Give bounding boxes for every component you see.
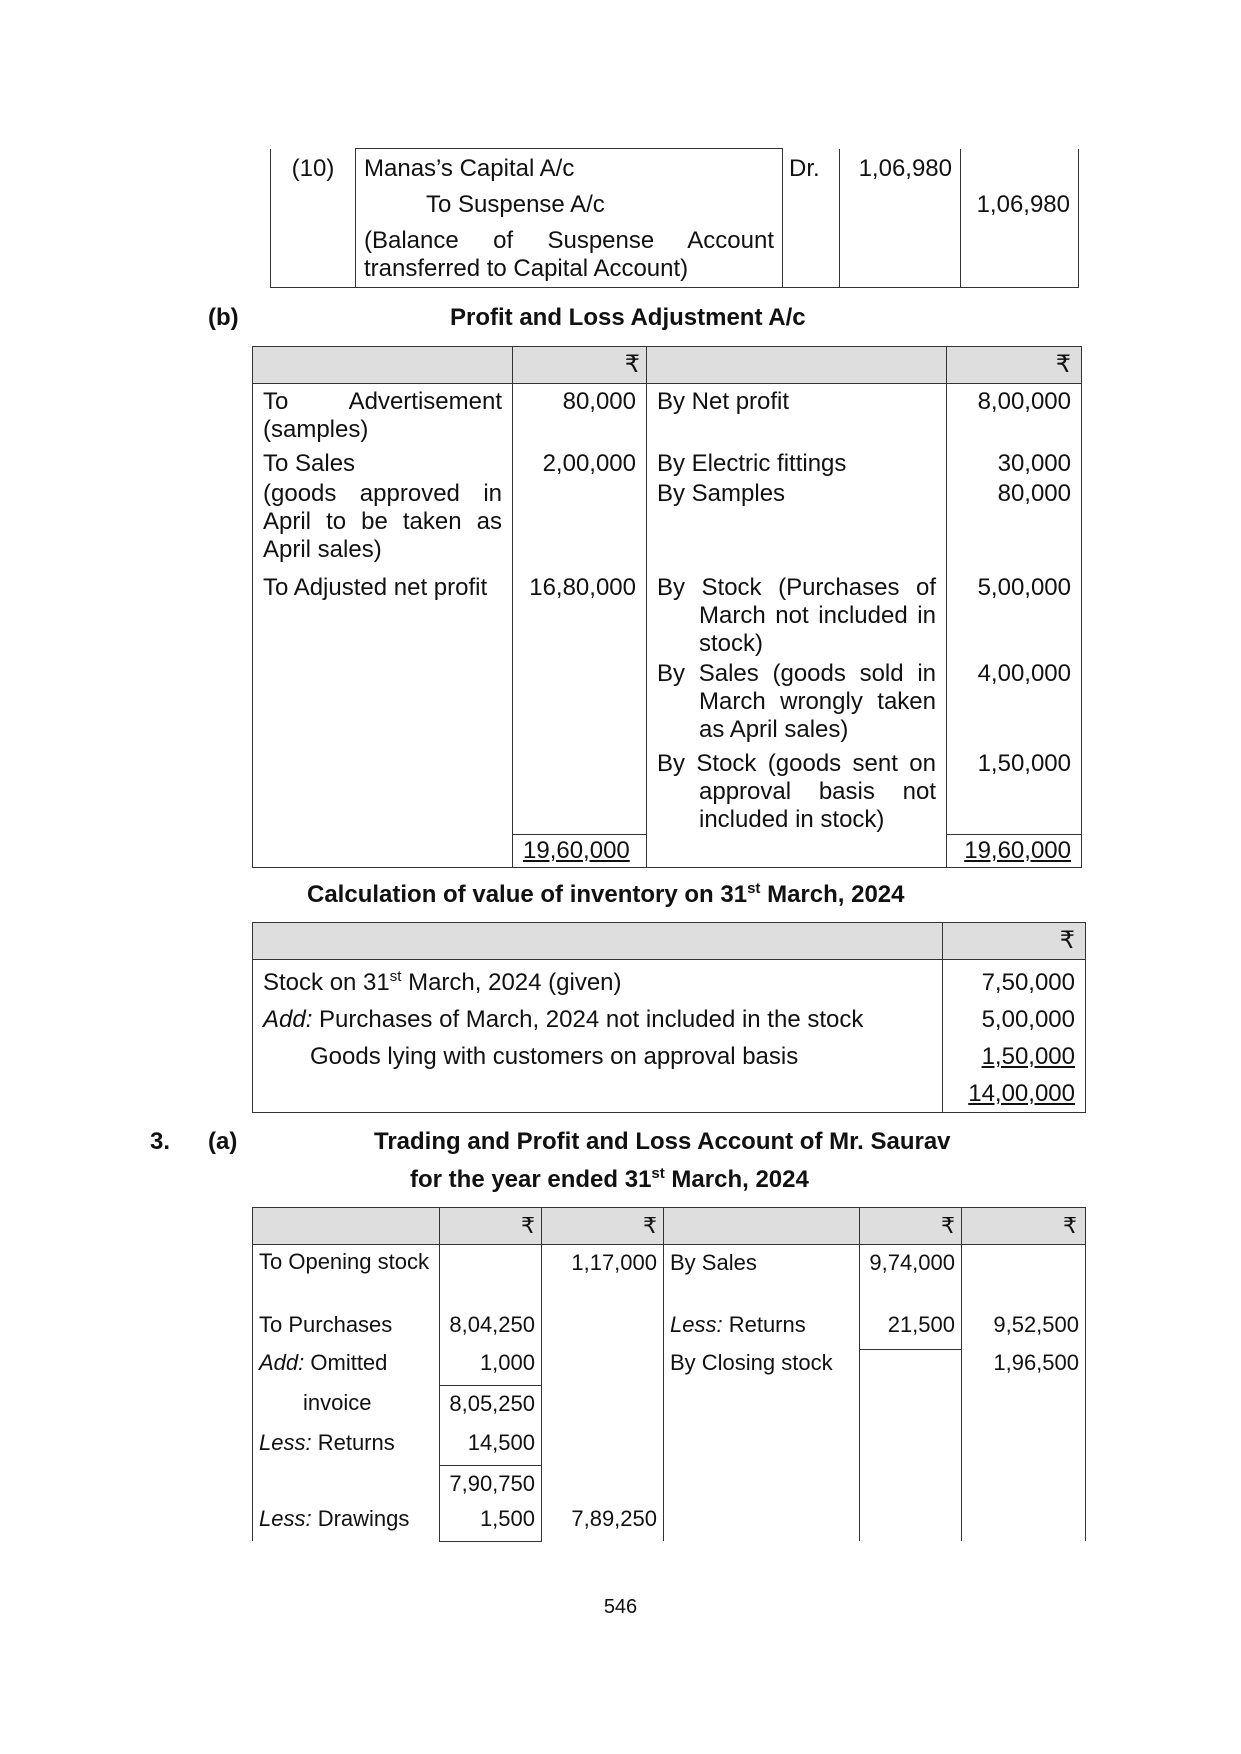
section-b-title: Profit and Loss Adjustment A/c (450, 304, 806, 331)
rupee-icon: ₹ (962, 1208, 1086, 1245)
journal-entry (270, 148, 1079, 288)
rupee-icon: ₹ (542, 1208, 664, 1245)
journal-table (270, 148, 1079, 288)
opening-stock-amount: 1,17,000 (542, 1245, 664, 1312)
credit-amount: 5,00,000 (977, 574, 1071, 601)
by-sales: By Sales (664, 1245, 860, 1312)
opening-stock: To Opening stock (253, 1245, 440, 1312)
rupee-icon: ₹ (947, 347, 1082, 384)
inventory-calculation (252, 922, 1086, 1113)
trading-account (252, 1207, 1086, 1542)
credit-amount: 4,00,000 (977, 660, 1071, 687)
credit-particular: By Net profit (657, 388, 790, 415)
purchase-returns-label: Less: Returns (253, 1425, 440, 1465)
debit-amount: 16,80,000 (529, 574, 636, 601)
journal-credit-account: To Suspense A/c (356, 183, 783, 219)
pl-adjustment-account (252, 346, 1082, 868)
debit-amount: 2,00,000 (542, 450, 636, 477)
credit-amount: 8,00,000 (977, 388, 1071, 415)
credit-particular: By Electric fittings (657, 450, 847, 477)
section-b-label: (b) (208, 304, 239, 331)
inventory-title: Calculation of value of inventory on 31st March, 2024 (307, 880, 905, 908)
credit-particular: By Sales (goods sold in March wrongly taken as April sales) (657, 660, 936, 743)
debit-total: 19,60,000 (523, 837, 630, 864)
inventory-total: 14,00,000 (968, 1080, 1075, 1107)
section-3a-title: Trading and Profit and Loss Account of Mr. Saurav (374, 1128, 951, 1155)
debit-particular: To Adjusted net profit (263, 574, 488, 601)
journal-debit-amount: 1,06,980 (840, 149, 961, 184)
debit-amount: 80,000 (562, 388, 636, 415)
purchase-returns-amount: 14,500 (440, 1425, 542, 1465)
pl-adjustment-table (252, 346, 1082, 868)
sales-amount: 9,74,000 (860, 1245, 962, 1312)
section-3a-subtitle: for the year ended 31st March, 2024 (410, 1165, 809, 1193)
journal-credit-amount: 1,06,980 (961, 183, 1079, 219)
purchases-subtotal-2: 7,90,750 (440, 1465, 542, 1501)
credit-amount: 30,000 (997, 450, 1071, 477)
page-number: 546 (603, 1596, 638, 1618)
trading-table (252, 1207, 1086, 1542)
rupee-icon: ₹ (860, 1208, 962, 1245)
credit-amount: 80,000 (997, 480, 1071, 507)
omitted-amount: 1,000 (440, 1349, 542, 1385)
rupee-icon: ₹ (513, 347, 647, 384)
net-purchases: 7,89,250 (542, 1501, 664, 1541)
inventory-row-purchases: Add: Purchases of March, 2024 not included in the stock (263, 1006, 864, 1033)
debit-particular: To Advertisement (samples) (263, 388, 502, 443)
rupee-icon: ₹ (943, 923, 1086, 960)
inventory-amount: 7,50,000 (981, 969, 1075, 996)
credit-particular: By Stock (goods sent on approval basis not included in stock) (657, 750, 936, 833)
closing-stock-amount: 1,96,500 (993, 1350, 1079, 1375)
purchases-amount: 8,04,250 (440, 1311, 542, 1349)
drawings-amount: 1,500 (440, 1501, 542, 1541)
journal-entry-number: (10) (271, 149, 356, 288)
credit-particular: By Samples (657, 480, 786, 507)
credit-total: 19,60,000 (964, 837, 1071, 864)
invoice-label: invoice (253, 1385, 440, 1425)
closing-stock: By Closing stock (664, 1349, 860, 1385)
journal-dr: Dr. (783, 149, 840, 184)
net-sales: 9,52,500 (993, 1312, 1079, 1337)
credit-particular: By Stock (Purchases of March not included in stock) (657, 574, 936, 657)
inventory-table (252, 922, 1086, 1113)
credit-amount: 1,50,000 (977, 750, 1071, 777)
purchases-label: To Purchases (253, 1311, 440, 1349)
purchases-subtotal: 8,05,250 (440, 1385, 542, 1425)
journal-debit-account: Manas’s Capital A/c (356, 149, 783, 184)
debit-particular: (goods approved in April to be taken as April sales) (263, 480, 502, 563)
inventory-row-stock: Stock on 31st March, 2024 (given) (263, 968, 622, 996)
inventory-row-approval: Goods lying with customers on approval basis (310, 1043, 799, 1070)
inventory-amount: 5,00,000 (981, 1006, 1075, 1033)
sales-returns-label: Less: Returns (664, 1311, 860, 1349)
debit-particular: To Sales (263, 450, 356, 477)
drawings-label: Less: Drawings (253, 1501, 440, 1541)
section-3a-label: (a) (208, 1128, 238, 1155)
question-number: 3. (150, 1128, 171, 1155)
sales-returns-amount: 21,500 (860, 1311, 962, 1349)
journal-narration: (Balance of Suspense Account transferred to Capital Account) (356, 219, 783, 288)
inventory-amount: 1,50,000 (981, 1043, 1075, 1070)
rupee-icon: ₹ (440, 1208, 542, 1245)
omitted-label: Add: Omitted (253, 1349, 440, 1385)
